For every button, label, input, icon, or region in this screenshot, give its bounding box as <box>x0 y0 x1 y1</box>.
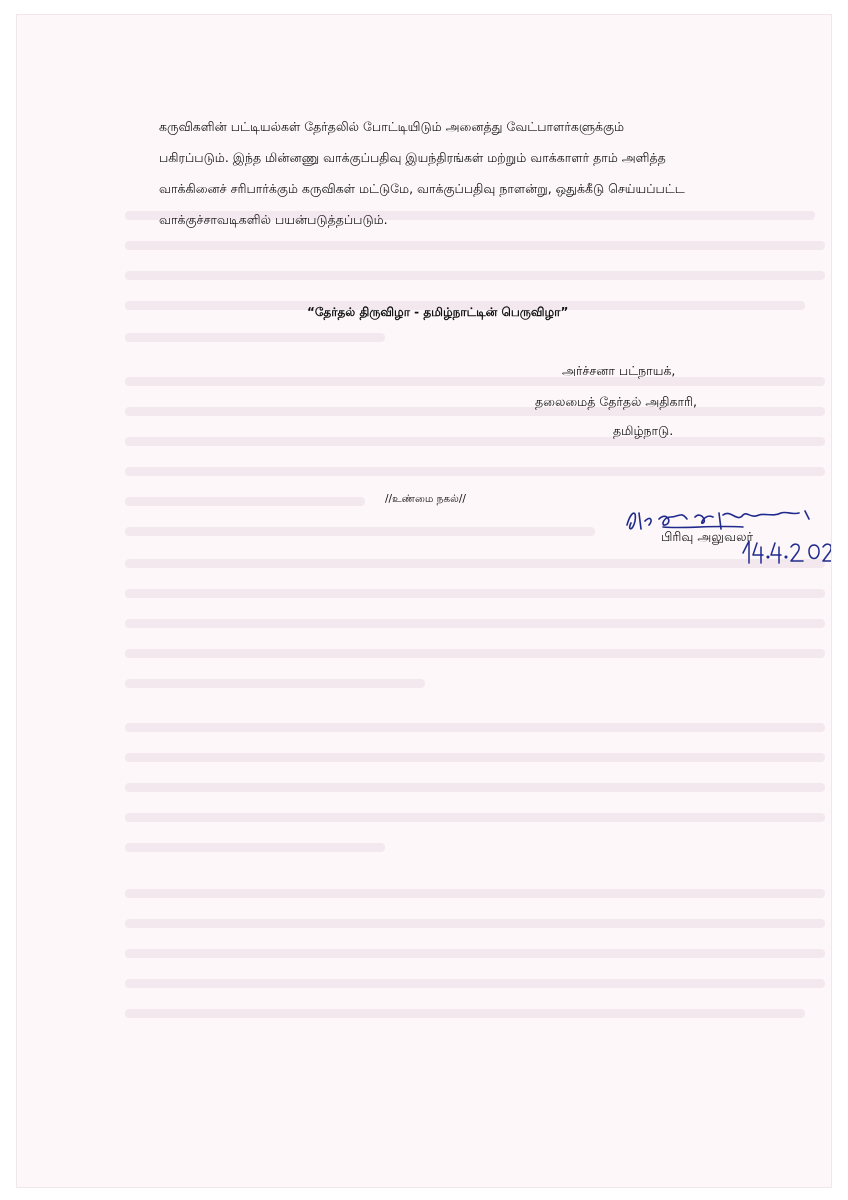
bleed-line <box>125 333 385 342</box>
bleed-line <box>125 437 825 446</box>
signatory-state: தமிழ்நாடு. <box>613 423 674 438</box>
body-paragraph <box>159 111 759 235</box>
section-officer-label: பிரிவு அலுவலர் <box>661 529 753 544</box>
bleed-line <box>125 1009 805 1018</box>
bleed-line <box>125 241 825 250</box>
paragraph-line: வாக்கினைச் சரிபார்க்கும் கருவிகள் மட்டுமே, வாக்குப்பதிவு நாளன்று, ஒதுக்கீடு செய்யப்பட்ட <box>159 181 685 196</box>
signatory-name: அர்ச்சனா பட்நாயக், <box>562 363 676 378</box>
bleed-line <box>125 843 385 852</box>
bleed-line <box>125 919 825 928</box>
bleed-line <box>125 723 825 732</box>
bleed-line <box>125 813 825 822</box>
true-copy-label: //உண்மை நகல்// <box>385 493 466 505</box>
bleed-line <box>125 467 825 476</box>
bleed-line <box>125 377 825 386</box>
bleed-line <box>125 889 825 898</box>
bleed-line <box>125 783 825 792</box>
bleed-line <box>125 497 365 506</box>
bleed-line <box>125 619 825 628</box>
paragraph-line: கருவிகளின் பட்டியல்கள் தேர்தலில் போட்டியிடும் அனைத்து வேட்பாளர்களுக்கும் <box>159 119 625 134</box>
signatory-designation: தலைமைத் தேர்தல் அதிகாரி, <box>535 394 698 409</box>
bleed-line <box>125 407 825 416</box>
bleed-line <box>125 753 825 762</box>
bleed-line <box>125 649 825 658</box>
bleed-line <box>125 679 425 688</box>
bleed-line <box>125 527 595 536</box>
bleed-line <box>125 271 825 280</box>
bleed-line <box>125 979 825 988</box>
paragraph-line: பகிரப்படும். இந்த மின்னணு வாக்குப்பதிவு இயந்திரங்கள் மற்றும் வாக்காளர் தாம் அளித்த <box>159 150 666 165</box>
paper-sheet <box>16 14 832 1188</box>
bleed-line <box>125 589 825 598</box>
election-slogan: “தேர்தல் திருவிழா - தமிழ்நாட்டின் பெருவிழா” <box>307 305 569 319</box>
paragraph-line: வாக்குச்சாவடிகளில் பயன்படுத்தப்படும். <box>159 212 388 227</box>
bleed-line <box>125 949 825 958</box>
